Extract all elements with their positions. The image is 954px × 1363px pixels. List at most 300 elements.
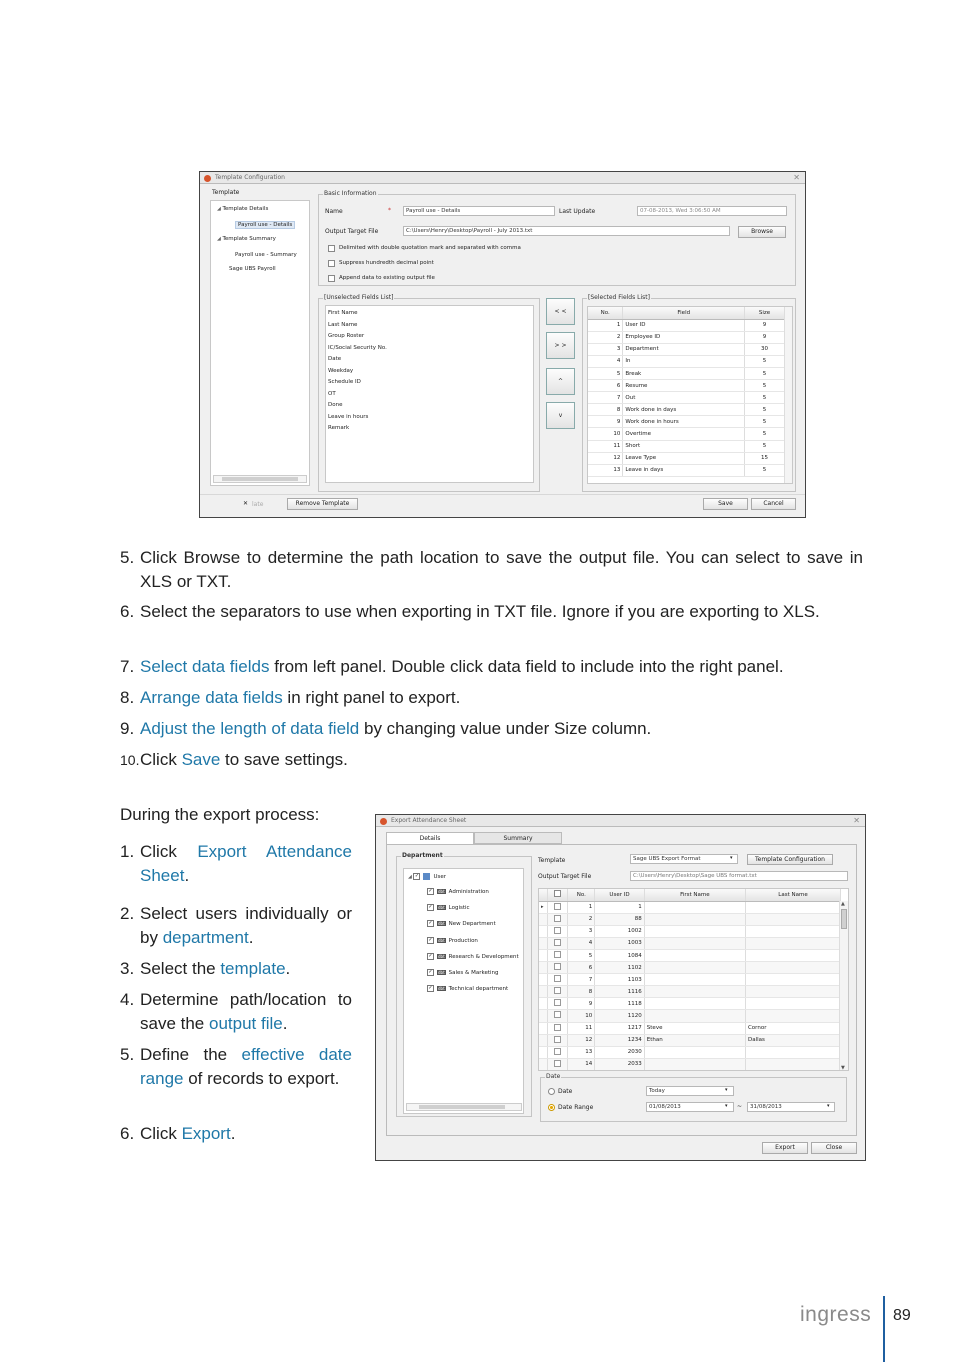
unselected-field-item[interactable]: Weekday (328, 367, 354, 374)
window-title: Template Configuration (215, 174, 285, 181)
tab-summary[interactable] (474, 832, 562, 844)
table-row[interactable] (588, 404, 785, 416)
step-text (140, 902, 352, 950)
scroll-thumb[interactable] (841, 909, 847, 929)
department-label: Production (448, 937, 478, 944)
name-field[interactable]: Payroll use - Details (403, 206, 555, 216)
table-cell: 5 (745, 404, 785, 416)
step-text-part: Define the (140, 1045, 242, 1064)
table-cell: 4 (568, 937, 595, 949)
row-checkbox[interactable] (554, 999, 561, 1006)
table-cell: Work done in hours (623, 416, 745, 428)
step-number: 6. (120, 602, 135, 621)
table-cell: 9 (588, 416, 623, 428)
row-checkbox[interactable] (554, 1011, 561, 1018)
table-cell (745, 974, 840, 986)
row-select-cell[interactable] (547, 913, 568, 925)
remove-template-button[interactable]: Remove Template (287, 498, 358, 510)
tree-item[interactable] (229, 266, 276, 272)
grid-vscrollbar[interactable] (784, 307, 792, 483)
cancel-button[interactable]: Cancel (751, 498, 796, 510)
table-row[interactable] (539, 913, 841, 925)
table-cell (644, 949, 745, 961)
chevron-down-icon[interactable]: ▾ (730, 855, 733, 861)
department-label: New Department (448, 921, 496, 928)
table-cell: 3 (568, 925, 595, 937)
department-label: Sales & Marketing (448, 970, 499, 976)
step-link[interactable]: Export (181, 1124, 231, 1143)
grid-header-row (539, 889, 841, 901)
step-link[interactable]: Export Attendance Sheet (140, 842, 352, 885)
table-row[interactable] (588, 464, 785, 476)
table-cell: 7 (568, 974, 595, 986)
table-row[interactable] (539, 1022, 841, 1034)
selected-fields-grid[interactable] (587, 306, 793, 484)
window-title: Export Attendance Sheet (391, 817, 467, 824)
close-icon[interactable]: ✕ (853, 816, 860, 825)
step-text-part: Select the (140, 959, 221, 978)
table-cell (644, 937, 745, 949)
tree-item[interactable] (217, 236, 276, 242)
table-row[interactable] (539, 1046, 841, 1058)
department-icon: dbt (438, 905, 445, 911)
row-checkbox[interactable] (554, 1048, 561, 1055)
table-cell (745, 937, 840, 949)
browse-button[interactable]: Browse (738, 226, 786, 238)
table-row[interactable] (588, 380, 785, 392)
department-label: Department (402, 852, 443, 859)
last-update-field: 07-08-2013, Wed 3:06:50 AM (637, 206, 787, 216)
tree-item[interactable] (217, 206, 268, 212)
row-select-cell[interactable] (547, 1010, 568, 1022)
tab-details[interactable] (386, 832, 474, 844)
table-cell: 9 (745, 331, 785, 343)
table-cell (644, 998, 745, 1010)
department-item[interactable] (427, 937, 478, 944)
step-text (140, 988, 352, 1036)
export-button[interactable]: Export (762, 1142, 808, 1154)
grid-vscrollbar[interactable] (839, 901, 848, 1071)
table-row[interactable] (539, 901, 841, 913)
table-row[interactable] (588, 392, 785, 404)
date-group-label: Date (546, 1073, 561, 1080)
tree-hscrollbar[interactable] (213, 475, 307, 483)
tree-item-label: Template Details (222, 206, 269, 212)
table-cell: 5 (745, 380, 785, 392)
tree-item[interactable] (235, 252, 297, 258)
row-select-cell[interactable] (547, 949, 568, 961)
tree-root-label: User (433, 874, 446, 880)
row-indicator (539, 974, 547, 986)
window-titlebar (376, 815, 865, 827)
row-select-cell[interactable] (547, 998, 568, 1010)
step-text (140, 748, 863, 772)
step-text (140, 717, 863, 741)
department-label: Technical department (448, 986, 509, 993)
unselected-fields-label: [Unselected Fields List] (324, 294, 394, 301)
row-checkbox[interactable] (554, 1024, 561, 1031)
row-select-cell[interactable] (547, 1058, 568, 1070)
table-row[interactable] (539, 949, 841, 961)
table-cell (644, 1010, 745, 1022)
output-target-label: Output Target File (538, 873, 592, 880)
basic-information-label: Basic Information (324, 190, 377, 197)
step-number: 3. (120, 959, 135, 978)
template-tree[interactable] (210, 200, 310, 486)
select-all-header[interactable] (547, 889, 568, 901)
department-label: Research & Development (448, 953, 519, 960)
table-cell: Leave in days (623, 464, 745, 476)
option-checkbox[interactable] (328, 275, 335, 282)
table-cell: 8 (568, 986, 595, 998)
range-to-field[interactable]: 31/08/2013 (747, 1102, 835, 1112)
unselected-field-item[interactable]: Done (328, 402, 343, 408)
step-text (140, 1043, 352, 1091)
tree-item[interactable] (235, 221, 295, 229)
table-row[interactable] (588, 440, 785, 452)
expand-arrow-icon[interactable]: ◢ (217, 206, 223, 212)
table-row[interactable] (539, 1058, 841, 1070)
table-row[interactable] (539, 974, 841, 986)
row-select-cell[interactable] (547, 1034, 568, 1046)
department-icon: dbt (438, 953, 445, 959)
row-select-cell[interactable] (547, 986, 568, 998)
table-cell: 88 (595, 913, 645, 925)
table-cell: 5 (745, 464, 785, 476)
unselected-field-item[interactable]: Group Roster (328, 333, 365, 339)
row-select-cell[interactable] (547, 1022, 568, 1034)
export-step (120, 1122, 352, 1146)
row-select-cell[interactable] (547, 962, 568, 974)
department-icon: dbt (438, 970, 445, 975)
table-cell: 1120 (595, 1010, 645, 1022)
department-item[interactable] (427, 920, 496, 927)
date-radio[interactable] (548, 1088, 555, 1095)
step-text-part: Select the separators to use when exporting in TXT file. Ignore if you are exporting to XLS. (140, 602, 820, 621)
column-header[interactable]: Size (745, 307, 785, 319)
tree-item-label: Payroll use - Summary (235, 252, 297, 258)
step-link[interactable]: Arrange data fields (140, 688, 283, 707)
configuration-steps (120, 546, 863, 776)
table-row[interactable] (588, 331, 785, 343)
step-link[interactable]: department (162, 928, 249, 947)
close-icon[interactable]: ✕ (793, 173, 800, 182)
table-cell: 10 (568, 1010, 595, 1022)
name-label: Name (325, 208, 343, 215)
table-cell: 8 (588, 404, 623, 416)
table-cell: Short (623, 440, 745, 452)
checkbox-checked-icon[interactable]: ✓ (428, 904, 433, 911)
move-down-button[interactable]: v (546, 402, 575, 429)
unselected-field-item[interactable]: Remark (328, 425, 350, 431)
range-separator: ~ (737, 1103, 743, 1110)
option-checkbox[interactable] (328, 260, 335, 267)
range-from-field[interactable]: 01/08/2013 (646, 1102, 734, 1112)
table-cell: 14 (568, 1058, 595, 1070)
unselected-field-item[interactable]: First Name (328, 310, 358, 316)
expand-arrow-icon[interactable]: ◢ (217, 236, 223, 242)
table-row[interactable] (588, 367, 785, 379)
table-cell (644, 974, 745, 986)
unselected-field-item[interactable]: Schedule ID (328, 379, 361, 385)
table-cell: 5 (745, 367, 785, 379)
department-item[interactable] (427, 985, 508, 992)
move-all-left-button[interactable]: < < (546, 298, 575, 325)
unselected-field-item[interactable]: OT (328, 390, 336, 397)
output-target-field[interactable]: C:\Users\Henry\Desktop\Sage UBS format.txt (630, 871, 848, 881)
step-link[interactable]: Save (181, 750, 221, 769)
step-text (140, 957, 352, 981)
table-cell: 2 (568, 913, 595, 925)
row-indicator (539, 998, 547, 1010)
step-link[interactable]: Select data fields (140, 657, 270, 676)
table-row[interactable] (539, 925, 841, 937)
row-checkbox[interactable] (554, 987, 561, 994)
table-cell: 5 (568, 949, 595, 961)
row-indicator (539, 925, 547, 937)
department-icon: dbt (438, 937, 445, 943)
export-attendance-screenshot (375, 814, 866, 1161)
row-indicator (539, 913, 547, 925)
step-text-part: Click (140, 750, 182, 769)
table-cell: 10 (588, 428, 623, 440)
table-cell (745, 1058, 840, 1070)
row-checkbox[interactable] (554, 1060, 561, 1067)
expand-arrow-icon[interactable]: ◢ (408, 874, 414, 880)
department-label: Logistic (448, 905, 470, 912)
step-text (140, 600, 863, 624)
column-header[interactable]: Last Name (745, 889, 840, 901)
table-row[interactable] (588, 452, 785, 464)
checkbox-checked-icon[interactable]: ✓ (428, 888, 433, 894)
close-button[interactable]: Close (811, 1142, 857, 1154)
table-row[interactable] (588, 319, 785, 331)
option-checkbox[interactable] (328, 245, 335, 252)
table-cell: Cornor (745, 1022, 840, 1034)
unselected-field-item[interactable]: Leave in hours (328, 413, 369, 420)
tree-item-user[interactable] (408, 873, 446, 880)
table-cell: Leave Type (623, 452, 745, 464)
row-indicator (539, 1034, 547, 1046)
row-indicator (539, 986, 547, 998)
table-cell: 1234 (595, 1034, 645, 1046)
table-cell: 6 (588, 380, 623, 392)
row-indicator (539, 937, 547, 949)
table-cell: 9 (568, 998, 595, 1010)
row-indicator (539, 1010, 547, 1022)
table-cell: 5 (588, 367, 623, 379)
table-cell: Steve (644, 1022, 745, 1034)
table-cell: 4 (588, 355, 623, 367)
grid-header-row (588, 307, 785, 319)
row-indicator (539, 962, 547, 974)
unselected-field-item[interactable]: Date (328, 356, 342, 362)
row-checkbox[interactable] (554, 975, 561, 982)
chevron-down-icon[interactable]: ▾ (725, 1103, 728, 1109)
tree-item-label: Sage UBS Payroll (229, 266, 276, 272)
table-cell (745, 1010, 840, 1022)
row-checkbox[interactable] (554, 951, 561, 958)
tree-hscrollbar[interactable] (406, 1103, 522, 1111)
table-cell (745, 949, 840, 961)
table-row[interactable] (588, 355, 785, 367)
unselected-fields-list[interactable] (325, 305, 534, 483)
row-indicator: ▸ (539, 901, 547, 913)
export-intro: During the export process: (120, 805, 320, 824)
footer-divider (883, 1296, 885, 1362)
row-checkbox[interactable] (554, 903, 561, 910)
checkbox-checked-icon[interactable]: ✓ (428, 969, 433, 975)
scroll-down-icon[interactable]: ▼ (841, 1065, 845, 1071)
table-cell (745, 962, 840, 974)
table-cell: 30 (745, 343, 785, 355)
table-cell: 1 (568, 901, 595, 913)
department-item[interactable] (427, 953, 519, 960)
table-cell (745, 925, 840, 937)
step-number: 9. (120, 719, 135, 738)
table-cell: Break (623, 367, 745, 379)
step-text-part: to save settings. (220, 750, 348, 769)
date-select[interactable]: Today (646, 1086, 734, 1096)
select-all-checkbox[interactable] (554, 890, 561, 897)
table-row[interactable] (539, 998, 841, 1010)
window-titlebar (200, 172, 805, 184)
column-header[interactable]: No. (568, 889, 595, 901)
column-header[interactable]: User ID (595, 889, 645, 901)
table-cell (644, 1058, 745, 1070)
checkbox-checked-icon[interactable]: ✓ (414, 873, 420, 879)
table-row[interactable] (539, 1034, 841, 1046)
step-link[interactable]: output file (209, 1014, 283, 1033)
option-label: Delimited with double quotation mark and separated with comma (339, 245, 521, 251)
column-header[interactable]: First Name (644, 889, 745, 901)
table-cell: User ID (623, 319, 745, 331)
table-cell (745, 986, 840, 998)
table-cell: 1116 (595, 986, 645, 998)
table-cell: 1 (595, 901, 645, 913)
row-select-cell[interactable] (547, 937, 568, 949)
step-text (140, 840, 352, 888)
tab-summary-label: Summary (503, 835, 533, 842)
table-cell: 15 (745, 452, 785, 464)
row-checkbox[interactable] (554, 963, 561, 970)
step-link[interactable]: effective date range (140, 1045, 352, 1088)
column-header[interactable]: No. (588, 307, 623, 319)
table-cell: 1002 (595, 925, 645, 937)
step-link[interactable]: template (220, 959, 286, 978)
close-partial-icon[interactable]: ✕ (243, 500, 249, 507)
step-text-part: . (285, 959, 291, 978)
table-cell: Out (623, 392, 745, 404)
step-text-part: Determine path/location to save the (140, 990, 352, 1033)
table-cell: 5 (745, 392, 785, 404)
template-select[interactable]: Sage UBS Export Format (630, 854, 738, 864)
department-tree[interactable] (403, 868, 524, 1114)
row-checkbox[interactable] (554, 915, 561, 922)
table-row[interactable] (539, 1010, 841, 1022)
move-up-button[interactable]: ^ (546, 368, 575, 395)
move-all-right-button[interactable]: > > (546, 332, 575, 359)
output-target-field[interactable]: C:\Users\Henry\Desktop\Payroll - July 2013.txt (403, 226, 730, 236)
date-range-label: Date Range (558, 1104, 594, 1111)
step-number: 8. (120, 688, 135, 707)
template-configuration-button[interactable]: Template Configuration (747, 854, 833, 865)
department-label: Administration (448, 889, 489, 895)
template-configuration-screenshot (199, 171, 806, 518)
table-row[interactable] (539, 937, 841, 949)
row-select-cell[interactable] (547, 925, 568, 937)
table-cell: Ethan (644, 1034, 745, 1046)
step-number: 7. (120, 657, 135, 676)
step-number: 5. (120, 548, 135, 567)
selected-fields-label: [Selected Fields List] (588, 294, 650, 301)
chevron-down-icon[interactable]: ▾ (827, 1103, 830, 1109)
table-cell: 1003 (595, 937, 645, 949)
table-cell (745, 913, 840, 925)
table-row[interactable] (539, 986, 841, 998)
step-text-part: . (248, 928, 254, 947)
checkbox-checked-icon[interactable]: ✓ (428, 920, 433, 927)
scroll-thumb[interactable] (419, 1105, 505, 1109)
table-row[interactable] (588, 428, 785, 440)
export-step (120, 988, 352, 1036)
bottom-divider (200, 494, 806, 495)
user-grid[interactable] (538, 888, 849, 1071)
unselected-field-item[interactable]: Last Name (328, 321, 358, 328)
table-cell: 7 (588, 392, 623, 404)
date-range-radio[interactable] (548, 1104, 555, 1111)
checkbox-checked-icon[interactable]: ✓ (428, 985, 433, 992)
row-checkbox[interactable] (554, 1036, 561, 1043)
table-row[interactable] (539, 962, 841, 974)
checkbox-checked-icon[interactable]: ✓ (428, 952, 433, 959)
row-select-cell[interactable] (547, 901, 568, 913)
table-cell: Dallas (745, 1034, 840, 1046)
row-select-cell[interactable] (547, 974, 568, 986)
step-text (140, 655, 863, 679)
table-row[interactable] (588, 416, 785, 428)
department-item[interactable] (427, 969, 499, 976)
checkbox-checked-icon[interactable]: ✓ (428, 936, 433, 943)
row-checkbox[interactable] (554, 927, 561, 934)
table-cell: Department (623, 343, 745, 355)
table-cell: Resume (623, 380, 745, 392)
step-number: 1. (120, 842, 135, 861)
department-item[interactable] (427, 904, 470, 911)
scroll-thumb[interactable] (222, 477, 298, 481)
export-step (120, 902, 352, 950)
option-label: Suppress hundredth decimal point (339, 260, 434, 266)
row-checkbox[interactable] (554, 939, 561, 946)
table-cell (644, 962, 745, 974)
scroll-up-icon[interactable]: ▲ (841, 901, 845, 907)
table-row[interactable] (588, 343, 785, 355)
department-item[interactable] (427, 888, 489, 895)
brand-logo: ingress (800, 1303, 872, 1326)
row-select-cell[interactable] (547, 1046, 568, 1058)
table-cell (745, 901, 840, 913)
template-partial-button[interactable]: late (252, 501, 264, 508)
unselected-field-item[interactable]: IC/Social Security No. (328, 344, 387, 351)
date-group (540, 1073, 847, 1122)
chevron-down-icon[interactable]: ▾ (725, 1087, 728, 1093)
save-button[interactable]: Save (703, 498, 748, 510)
step-link[interactable]: Adjust the length of data field (140, 719, 360, 738)
step-number: 5. (120, 1045, 135, 1064)
column-header[interactable]: Field (623, 307, 745, 319)
table-cell: 13 (568, 1046, 595, 1058)
table-cell: 5 (745, 440, 785, 452)
